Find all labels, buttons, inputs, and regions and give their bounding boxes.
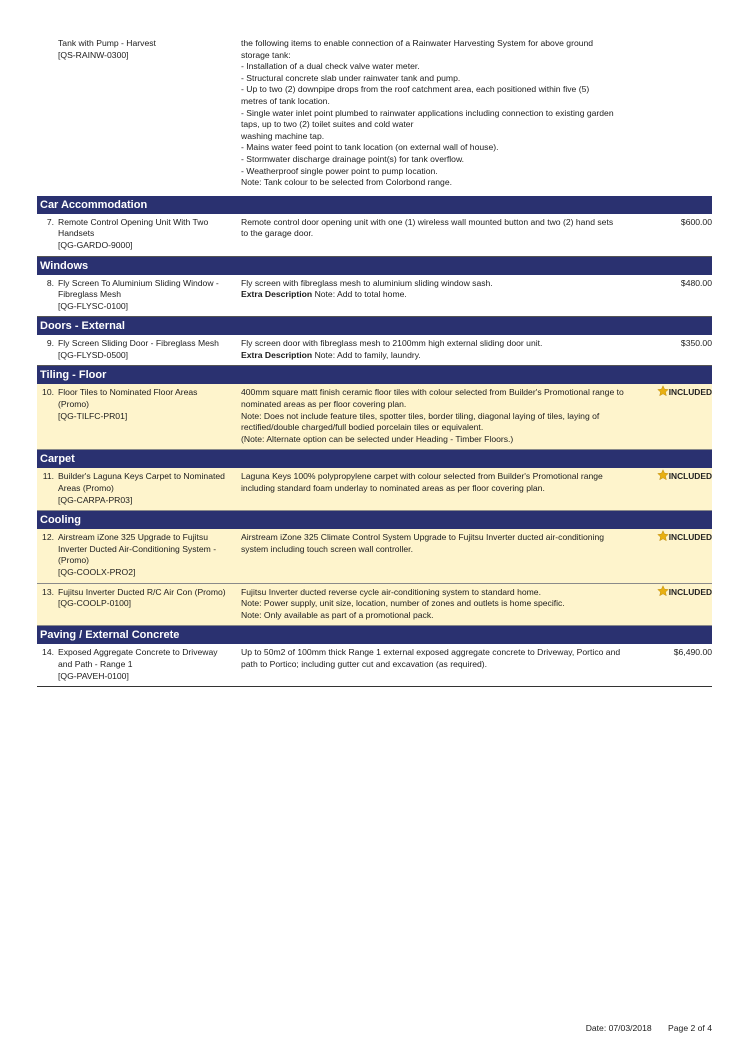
item-name xyxy=(58,532,241,578)
item-name xyxy=(58,471,241,506)
item-name xyxy=(58,587,241,622)
item-name-line: Handsets xyxy=(58,228,95,239)
description-line: path to Portico; including gutter cut and excavation (as required). xyxy=(241,658,488,669)
item-name-line: [QG-COOLX-PRO2] xyxy=(58,567,136,577)
item-name-line: [QG-FLYSD-0500] xyxy=(58,349,129,360)
item-price: $600.00 xyxy=(680,216,712,227)
quote-item-row xyxy=(37,384,712,450)
section-header: Windows xyxy=(37,257,712,275)
item-name-line: Builder's Laguna Keys Carpet to Nominated xyxy=(58,471,225,482)
extra-description-label: Extra Description xyxy=(241,349,313,360)
description-line: including standard foam underlay to nominated areas as per floor covering plan. xyxy=(241,483,545,494)
star-icon xyxy=(657,387,669,401)
item-number: 14. xyxy=(42,647,54,658)
star-icon xyxy=(657,587,669,601)
quote-item-row xyxy=(37,275,712,318)
description-line: Up to 50m2 of 100mm thick Range 1 external exposed aggregate concrete to Driveway, Portico and xyxy=(241,647,621,658)
item-name xyxy=(58,278,241,313)
included-label: INCLUDED xyxy=(668,471,712,482)
item-description xyxy=(241,278,656,313)
item-description xyxy=(241,338,656,361)
item-name xyxy=(58,387,241,445)
star-icon xyxy=(657,471,669,485)
continued-item xyxy=(37,38,712,196)
item-description xyxy=(241,532,656,578)
description-line: system including touch screen wall controller. xyxy=(241,543,413,554)
item-name: Tank with Pump - Harvest [QS-RAINW-0300] xyxy=(58,38,156,60)
description-line: Note: Does not include feature tiles, spotter tiles, border tiling, diagonal laying of tiles, laying of xyxy=(241,410,600,421)
description-line: - Single water inlet point plumbed to rainwater applications including connection to existing garden xyxy=(241,107,614,118)
section-header: Tiling - Floor xyxy=(37,366,712,384)
item-name xyxy=(58,217,241,252)
item-name xyxy=(58,338,241,361)
item-price: $350.00 xyxy=(680,338,712,349)
quote-item-row xyxy=(37,468,712,511)
description-line: rectified/double charged/full bodied porcelain tiles or equivalent. xyxy=(241,422,484,433)
item-number: 12. xyxy=(42,532,54,543)
item-number: 7. xyxy=(46,216,54,227)
item-name-line: [QG-PAVEH-0100] xyxy=(58,670,129,681)
footer-page-number: Page 2 of 4 xyxy=(668,1023,712,1033)
item-name-line: Fly Screen Sliding Door - Fibreglass Mesh xyxy=(58,338,219,349)
item-name-line: Areas (Promo) xyxy=(58,483,114,494)
item-name-line: Fibreglass Mesh xyxy=(58,289,122,300)
description-line: (Note: Alternate option can be selected under Heading - Timber Floors.) xyxy=(241,433,514,444)
included-badge xyxy=(656,387,712,445)
item-name-line: Exposed Aggregate Concrete to Driveway xyxy=(58,647,218,658)
item-name-line: Floor Tiles to Nominated Floor Areas xyxy=(58,387,198,398)
included-badge xyxy=(656,532,712,578)
item-description xyxy=(241,587,656,622)
description-line: - Stormwater discharge drainage point(s) for tank overflow. xyxy=(241,153,465,164)
description-line: Note: Only available as part of a promotional pack. xyxy=(241,609,434,620)
item-price: $480.00 xyxy=(680,277,712,288)
description-line: - Up to two (2) downpipe drops from the roof catchment area, each positioned within five (5) xyxy=(241,84,590,95)
included-badge xyxy=(656,587,712,622)
description-line: Note: Power supply, unit size, location, number of zones and outlets is home specific. xyxy=(241,598,565,609)
description-line: Remote control door opening unit with one (1) wireless wall mounted button and two (2) hand sets xyxy=(241,216,614,227)
item-name-line: and Path - Range 1 xyxy=(58,658,133,669)
item-description xyxy=(241,647,656,682)
extra-description xyxy=(241,289,652,301)
item-name-line: Fly Screen To Aluminium Sliding Window - xyxy=(58,277,219,288)
included-label: INCLUDED xyxy=(668,586,712,597)
item-name-line: Airstream iZone 325 Upgrade to Fujitsu xyxy=(58,532,208,543)
extra-description-text: Note: Add to family, laundry. xyxy=(314,349,421,360)
included-label: INCLUDED xyxy=(668,387,712,398)
item-name-line: Fujitsu Inverter Ducted R/C Air Con (Promo) xyxy=(58,586,226,597)
item-number: 9. xyxy=(46,338,54,349)
item-name-line: [QG-FLYSC-0100] xyxy=(58,300,129,311)
item-name-line: Inverter Ducted Air-Conditioning System - xyxy=(58,543,217,554)
description-line: metres of tank location. xyxy=(241,95,330,106)
description-line: Fly screen door with fibreglass mesh to 2100mm high external sliding door unit. xyxy=(241,338,543,349)
description-line: nominated areas as per floor covering plan. xyxy=(241,399,407,410)
quote-item-row xyxy=(37,214,712,257)
description-line: storage tank: xyxy=(241,49,291,60)
item-name-line: (Promo) xyxy=(58,555,90,566)
item-number: 11. xyxy=(42,471,54,482)
section-header: Paving / External Concrete xyxy=(37,626,712,644)
included-label: INCLUDED xyxy=(668,532,712,543)
section-header: Car Accommodation xyxy=(37,196,712,214)
included-badge xyxy=(656,471,712,506)
item-name xyxy=(58,647,241,682)
item-price: $6,490.00 xyxy=(673,647,712,658)
description-line: 400mm square matt finish ceramic floor tiles with colour selected from Builder's Promotional range to xyxy=(241,387,624,398)
footer-date: Date: 07/03/2018 xyxy=(585,1023,652,1033)
item-description xyxy=(241,38,656,189)
item-description xyxy=(241,387,656,445)
section-header: Doors - External xyxy=(37,317,712,335)
description-line: - Mains water feed point to tank location (on external wall of house). xyxy=(241,142,499,153)
item-description xyxy=(241,217,656,252)
page-footer xyxy=(0,1023,712,1035)
quote-item-row xyxy=(37,529,712,583)
item-name-line: [QG-CARPA-PR03] xyxy=(58,494,133,505)
description-line: the following items to enable connection of a Rainwater Harvesting System for above ground xyxy=(241,38,594,48)
quote-item-row xyxy=(37,335,712,366)
item-name-line: [QG-COOLP-0100] xyxy=(58,598,132,609)
item-name-line: [QG-TILFC-PR01] xyxy=(58,410,128,421)
description-line: Fujitsu Inverter ducted reverse cycle air-conditioning system to standard home. xyxy=(241,586,541,597)
section-header: Carpet xyxy=(37,450,712,468)
section-header: Cooling xyxy=(37,511,712,529)
description-line: - Weatherproof single power point to pump location. xyxy=(241,165,438,176)
item-number: 13. xyxy=(42,586,54,597)
description-line: - Structural concrete slab under rainwater tank and pump. xyxy=(241,72,461,83)
quote-item-row xyxy=(37,644,712,687)
description-line: washing machine tap. xyxy=(241,130,325,141)
quote-page xyxy=(37,38,712,687)
description-line: Airstream iZone 325 Climate Control System Upgrade to Fujitsu Inverter ducted air-conditioning xyxy=(241,532,605,543)
extra-description-text: Note: Add to total home. xyxy=(314,289,407,300)
star-icon xyxy=(657,532,669,546)
item-number: 8. xyxy=(46,277,54,288)
item-number: 10. xyxy=(42,387,54,398)
description-line: Fly screen with fibreglass mesh to aluminium sliding window sash. xyxy=(241,277,493,288)
extra-description xyxy=(241,350,652,362)
description-line: - Installation of a dual check valve water meter. xyxy=(241,61,420,72)
extra-description-label: Extra Description xyxy=(241,289,313,300)
description-line: to the garage door. xyxy=(241,228,314,239)
item-name-line: [QG-GARDO-9000] xyxy=(58,239,133,250)
item-name-line: Remote Control Opening Unit With Two xyxy=(58,216,209,227)
description-line: Note: Tank colour to be selected from Colorbond range. xyxy=(241,177,452,188)
description-line: taps, up to two (2) toilet suites and cold water xyxy=(241,119,414,130)
description-line: Laguna Keys 100% polypropylene carpet with colour selected from Builder's Promotional range xyxy=(241,471,603,482)
item-name-line: (Promo) xyxy=(58,399,90,410)
quote-item-row xyxy=(37,584,712,627)
item-description xyxy=(241,471,656,506)
